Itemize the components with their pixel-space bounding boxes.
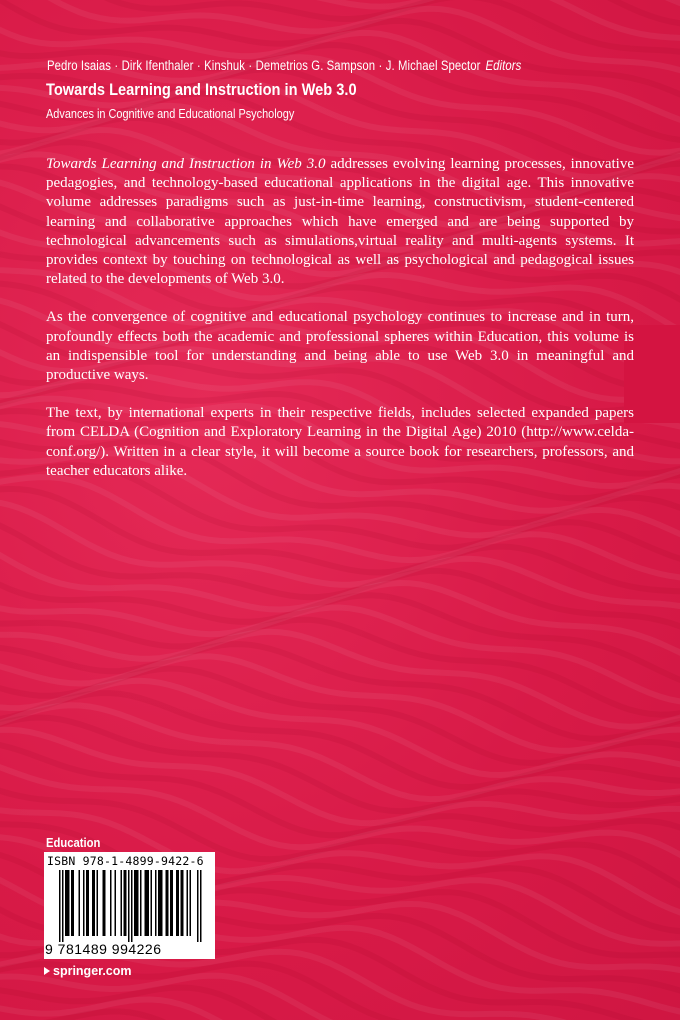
triangle-right-icon (44, 967, 50, 975)
blurb-title-ref: Towards Learning and Instruction in Web 3.0 (46, 156, 326, 172)
barcode-bar (158, 870, 160, 936)
barcode-bar (176, 870, 178, 936)
barcode-bar (94, 870, 96, 936)
wave-line (0, 1012, 680, 1020)
editors-line (47, 58, 568, 73)
barcode-bar (140, 870, 142, 936)
barcode-bar (103, 870, 105, 936)
barcode (47, 870, 212, 942)
barcode-bar (59, 870, 61, 942)
barcode-bar (104, 870, 106, 936)
barcode-bar (128, 870, 130, 942)
barcode-bar (62, 870, 64, 942)
barcode-bar (121, 870, 123, 936)
series-subtitle: Advances in Cognitive and Educational Psychology (46, 106, 295, 121)
barcode-bar (65, 870, 67, 936)
barcode-bar (110, 870, 112, 936)
separator: · (114, 58, 119, 73)
barcode-bar (125, 870, 127, 936)
barcode-bar (71, 870, 73, 936)
category-label: Education (46, 836, 101, 850)
barcode-bar (178, 870, 180, 936)
barcode-bar (161, 870, 163, 936)
barcode-bar (67, 870, 69, 936)
barcode-box (44, 852, 215, 959)
barcode-bar (187, 870, 189, 936)
barcode-bar (145, 870, 147, 936)
publisher-link-text: springer.com (53, 964, 132, 978)
barcode-bar (197, 870, 199, 942)
blurb-paragraph-3: The text, by international experts in their respective fields, includes selected expanded papers from CELDA (Cognition and Exploratory Learning in the Digital Age) 2010 (http://www.celda-conf.org/). Written in a clear style, it will become a source book for researchers, professors, and teacher educators alike. (46, 405, 634, 479)
barcode-bar (68, 870, 70, 936)
barcode-bar (136, 870, 138, 936)
barcode-bar (166, 870, 168, 936)
editor-name: Kinshuk (204, 58, 246, 73)
barcode-bar (148, 870, 150, 936)
editor-name: Pedro Isaias (47, 58, 112, 73)
editor-name: Dirk Ifenthaler (121, 58, 194, 73)
wave-line (0, 518, 680, 635)
barcode-bar (88, 870, 90, 936)
barcode-bar (79, 870, 81, 936)
barcode-bar (137, 870, 139, 936)
barcode-bar (97, 870, 99, 936)
barcode-bar (73, 870, 75, 936)
barcode-bar (160, 870, 162, 936)
book-title: Towards Learning and Instruction in Web 3.0 (46, 80, 357, 99)
blurb-paragraph-1 (46, 155, 634, 289)
separator: · (248, 58, 253, 73)
barcode-bar (200, 870, 202, 942)
barcode-bar (182, 870, 184, 936)
separator: · (196, 58, 201, 73)
barcode-bar (124, 870, 126, 936)
barcode-bar (86, 870, 88, 936)
barcode-bar (151, 870, 153, 936)
wave-line (0, 620, 680, 715)
barcode-bar (167, 870, 169, 936)
blurb-paragraph-2: As the convergence of cognitive and educational psychology continues to increase and in turn, profoundly effects both the academic and professional spheres within Education, this volume is an indispensible tool for understanding and being able to use Web 3.0 in meaningful and productive ways. (46, 309, 634, 384)
blurb-paragraph-1-text: addresses evolving learning processes, innovative pedagogies, and technology-based educational applications in the digital age. This innovative volume addresses paradigms such as just-in-time learning, constructivism, student-centered learning and collaborative approaches which have emerged and are being supported by technological advancements such as simulations,virtual reality and multi-agents systems. It provides context by touching on technological as well as psychological and pedagogical issues related to the developments of Web 3.0. (46, 156, 635, 288)
barcode-bar (131, 870, 133, 942)
barcode-bar (115, 870, 117, 936)
barcode-bar (170, 870, 172, 936)
barcode-bar (155, 870, 157, 936)
isbn-label: ISBN 978-1-4899-9422-6 (47, 854, 204, 868)
barcode-bar (92, 870, 94, 936)
barcode-bar (172, 870, 174, 936)
barcode-bar (83, 870, 85, 936)
editor-name: J. Michael Spector (385, 58, 481, 73)
barcode-bar (190, 870, 192, 936)
wave-line (0, 544, 680, 662)
separator: · (378, 58, 383, 73)
barcode-bar (181, 870, 183, 936)
barcode-bar (146, 870, 148, 936)
barcode-bar (134, 870, 136, 936)
editors-label: Editors (485, 58, 522, 73)
editor-name: Demetrios G. Sampson (255, 58, 376, 73)
barcode-digits: 9 781489 994226 (45, 941, 162, 957)
blurb (46, 155, 634, 500)
publisher-link[interactable] (44, 964, 132, 978)
